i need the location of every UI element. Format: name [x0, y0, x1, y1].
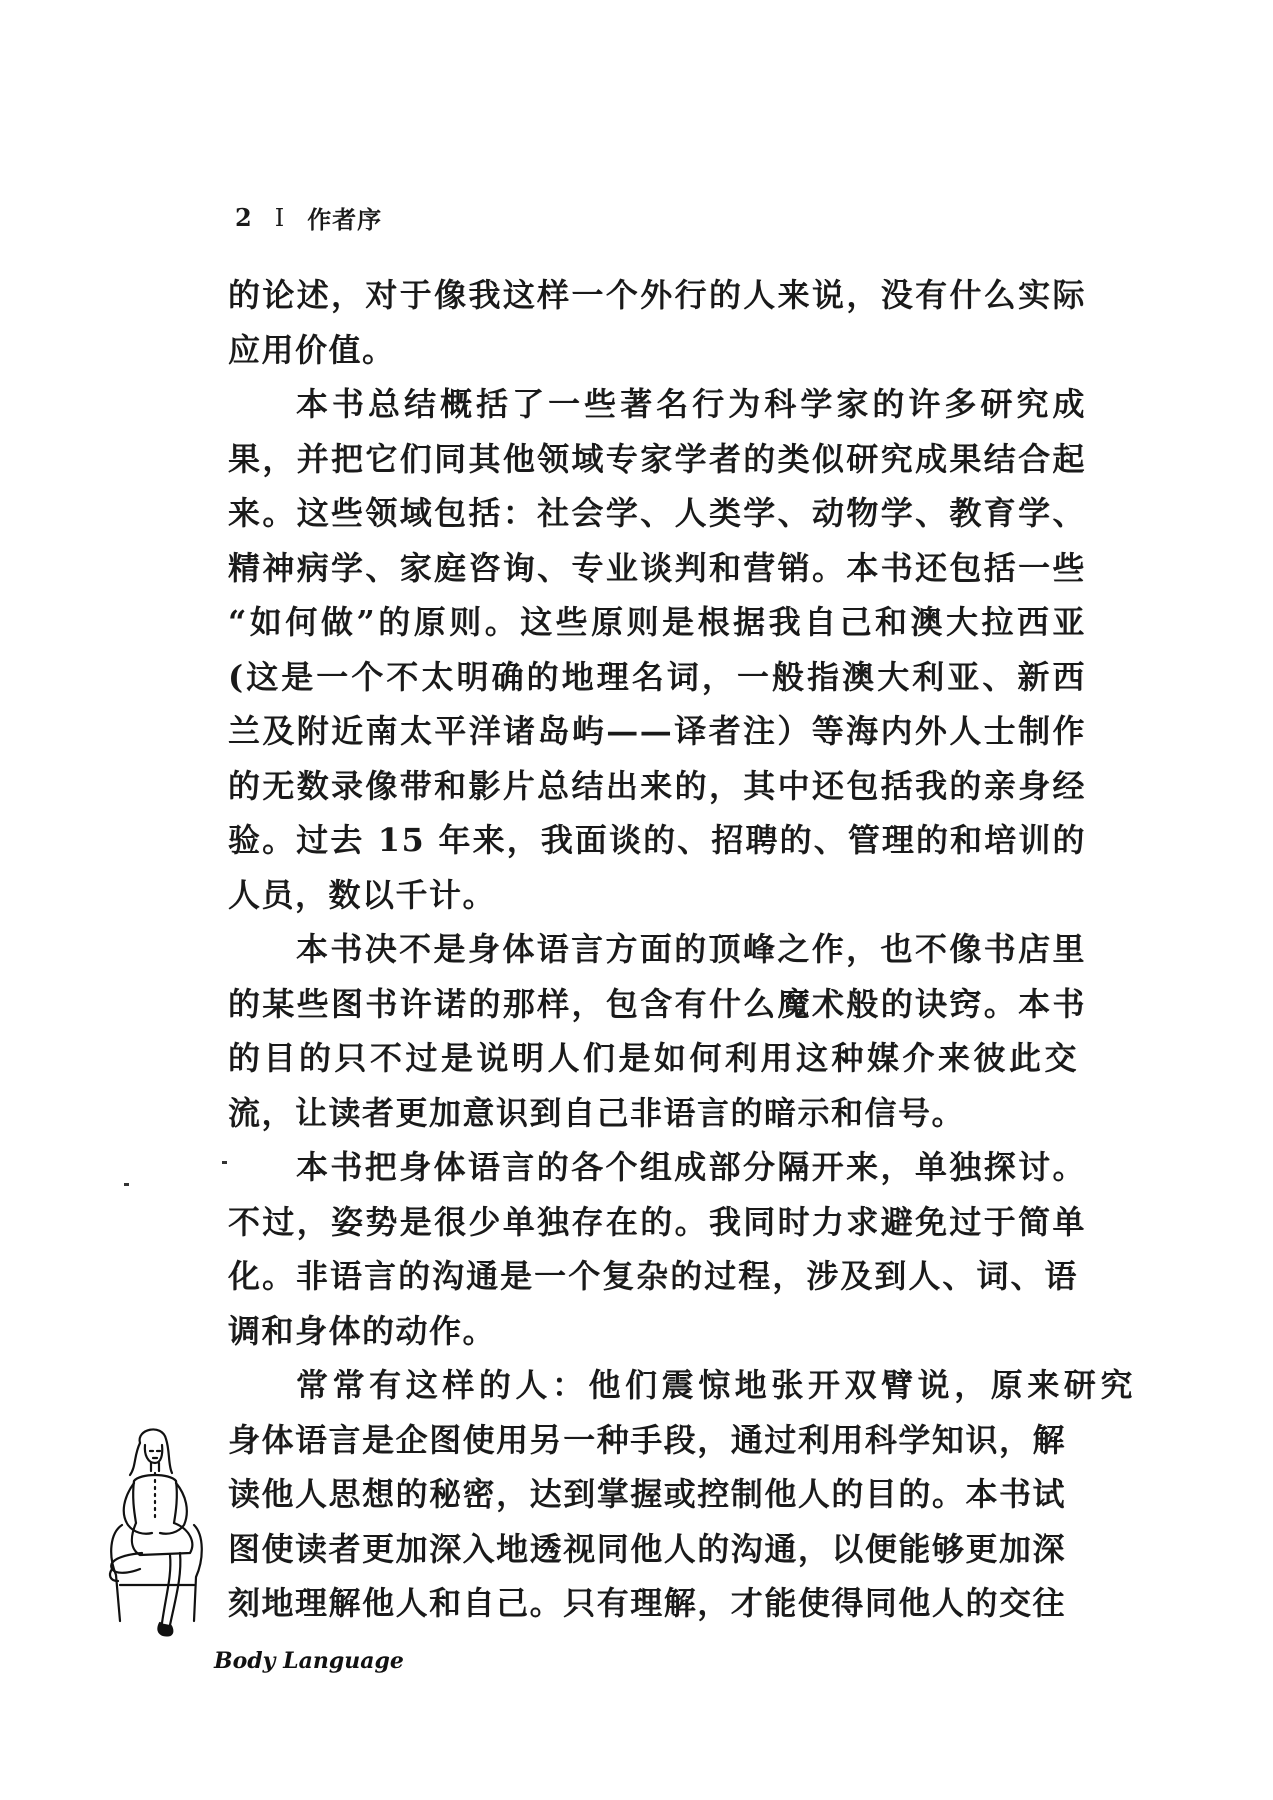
text-line: 的无数录像带和影片总结出来的，其中还包括我的亲身经 [228, 766, 1086, 805]
text-line: 的论述，对于像我这样一个外行的人来说，没有什么实际 [228, 276, 1086, 314]
body-text [228, 268, 1134, 1631]
section-title: 作者序 [307, 205, 383, 234]
running-head [235, 200, 382, 235]
header-separator: I [274, 203, 286, 232]
text-line: 读他人思想的秘密，达到掌握或控制他人的目的。本书试 [228, 1475, 1066, 1513]
text-line: 的某些图书许诺的那样，包含有什么魔术般的诀窍。本书 [228, 984, 1086, 1023]
text-line: 本书决不是身体语言方面的顶峰之作，也不像书店里 [296, 930, 1086, 968]
text-line: 人员，数以千计。 [228, 875, 497, 914]
body-language-signature [212, 1640, 412, 1680]
signature-text: Body Language [214, 1648, 404, 1674]
text-line: 图使读者更加深入地透视同他人的沟通，以便能够更加深 [228, 1529, 1066, 1568]
text-line: 流，让读者更加意识到自己非语言的暗示和信号。 [228, 1093, 966, 1132]
text-line: 本书总结概括了一些著名行为科学家的许多研究成 [296, 385, 1086, 423]
text-line: 来。这些领域包括：社会学、人类学、动物学、教育学、 [228, 494, 1086, 532]
text-line: 刻地理解他人和自己。只有理解，才能使得同他人的交往 [228, 1584, 1066, 1622]
text-line: 的目的只不过是说明人们是如何利用这种媒介来彼此交 [228, 1039, 1078, 1077]
text-line: 常常有这样的人：他们震惊地张开双臂说，原来研究 [296, 1366, 1134, 1404]
text-line: 身体语言是企图使用另一种手段，通过利用科学知识，解 [228, 1420, 1066, 1459]
text-line: 调和身体的动作。 [228, 1311, 497, 1350]
text-line: 不过，姿势是很少单独存在的。我同时力求避免过于简单 [228, 1202, 1086, 1241]
stray-dot [124, 1183, 129, 1186]
seated-woman-illustration [100, 1425, 212, 1645]
text-line: 应用价值。 [228, 330, 396, 369]
text-line: 化。非语言的沟通是一个复杂的过程，涉及到人、词、语 [228, 1257, 1078, 1295]
text-line: (这是一个不太明确的地理名词，一般指澳大利亚、新西 [228, 657, 1086, 696]
text-line: 本书把身体语言的各个组成部分隔开来，单独探讨。 [296, 1148, 1086, 1186]
page-number: 2 [235, 203, 253, 232]
text-line: 验。过去 15 年来，我面谈的、招聘的、管理的和培训的 [228, 821, 1086, 859]
text-line: 兰及附近南太平洋诸岛屿——译者注）等海内外人士制作 [228, 712, 1086, 750]
text-line: 精神病学、家庭咨询、专业谈判和营销。本书还包括一些 [228, 548, 1086, 587]
stray-dot [222, 1161, 227, 1164]
text-line: “如何做”的原则。这些原则是根据我自己和澳大拉西亚 [228, 603, 1086, 641]
text-line: 果，并把它们同其他领域专家学者的类似研究成果结合起 [228, 439, 1086, 478]
